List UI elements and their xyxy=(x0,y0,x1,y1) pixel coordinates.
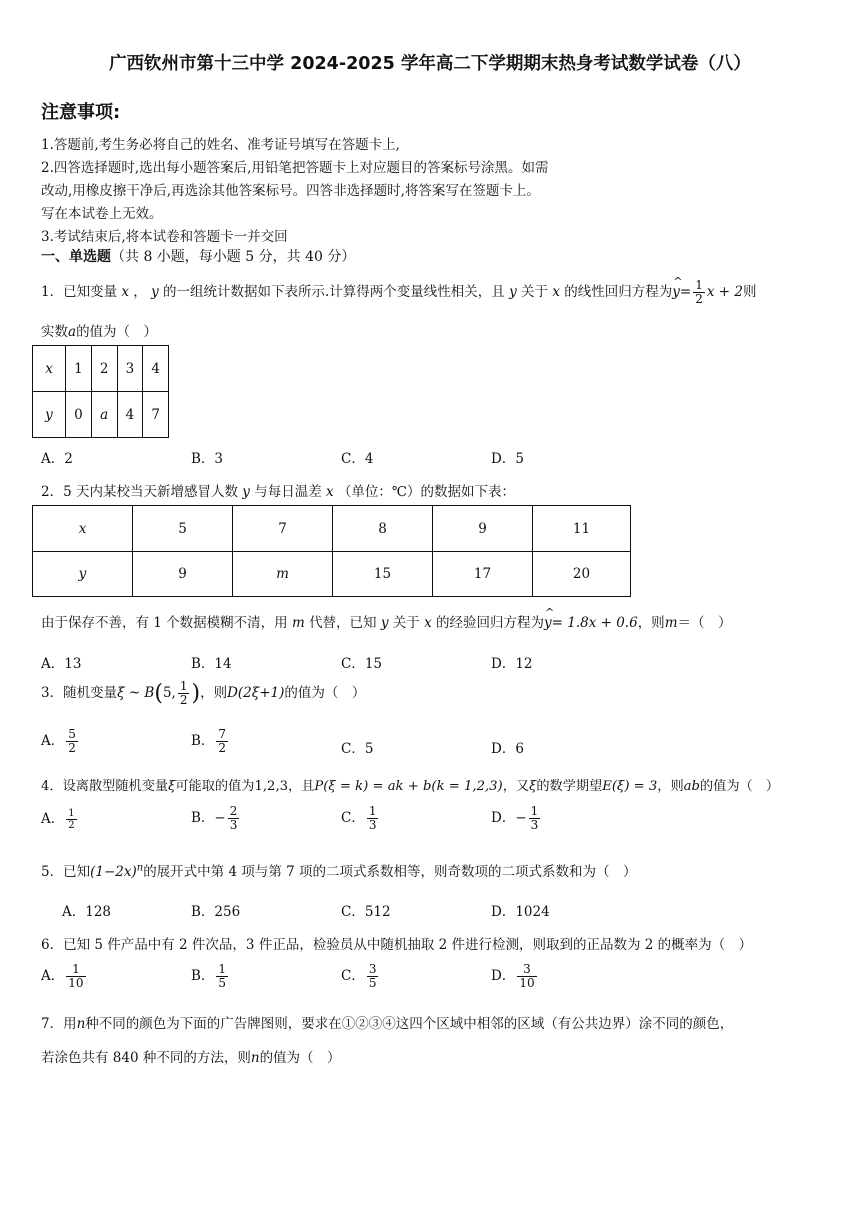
var-x: x xyxy=(321,484,338,500)
question-text: 已知变量 xyxy=(63,284,118,300)
question-text: 5 天内某校当天新增感冒人数 xyxy=(63,484,238,500)
fraction-denominator: 5 xyxy=(368,976,377,990)
option-c xyxy=(341,805,380,832)
var-y: y xyxy=(376,615,393,631)
question-number: 3． xyxy=(41,685,64,701)
question-text: 已知 5 件产品中有 2 件次品，3 件正品，检验员从中随机抽取 2 件进行检测，则取到的正品数为 2 的概率为（ ） xyxy=(63,937,753,953)
fraction-denominator: 2 xyxy=(218,741,227,755)
fraction-numerator: 1 xyxy=(68,808,75,819)
question-text: 用 xyxy=(63,1016,77,1032)
option-fraction xyxy=(517,963,536,990)
question-text: （单位：℃）的数据如下表： xyxy=(337,484,516,500)
section-label: 一、单选题 xyxy=(41,249,111,265)
option-b: B．256 xyxy=(191,904,241,920)
option-fraction xyxy=(216,963,228,990)
fraction-numerator: 2 xyxy=(229,804,238,818)
table-cell: 4 xyxy=(143,346,169,392)
fraction-numerator: 1 xyxy=(530,804,539,818)
question-number: 6． xyxy=(41,937,64,953)
section-desc: （共 8 小题，每小题 5 分，共 40 分） xyxy=(111,249,356,265)
table-cell: 2 xyxy=(91,346,117,392)
question-text: 的线性回归方程为 xyxy=(564,284,673,300)
exponent: n xyxy=(136,862,144,874)
var-m: m xyxy=(664,615,678,631)
question-text: 的值为（ ） xyxy=(284,685,366,701)
binomial-n: 5, xyxy=(162,685,176,701)
option-sign: − xyxy=(214,810,226,826)
option-c: C．15 xyxy=(341,656,383,672)
option-fraction xyxy=(367,963,379,990)
option-b xyxy=(191,728,230,755)
table-cell: 0 xyxy=(66,392,92,438)
option-d xyxy=(491,805,542,832)
table-cell: 9 xyxy=(133,552,233,597)
question-text: ，则 xyxy=(637,615,665,631)
table-cell: m xyxy=(233,552,333,597)
binomial-dist: ξ ~ B xyxy=(117,685,155,701)
table-cell: 9 xyxy=(433,506,533,552)
option-b: B．14 xyxy=(191,656,232,672)
var-xi: ξ xyxy=(168,779,176,794)
table-cell: 1 xyxy=(66,346,92,392)
option-b xyxy=(191,805,241,832)
table-cell: 8 xyxy=(333,506,433,552)
regression-equation: = 1.8x + 0.6 xyxy=(551,615,638,631)
table-row xyxy=(33,346,169,392)
eq-yhat: ^ y xyxy=(672,284,680,300)
var-n: n xyxy=(76,1016,86,1032)
notice-line-4: 写在本试卷上无效。 xyxy=(41,206,163,222)
question-text: 的一组统计数据如下表所示.计算得两个变量线性相关，且 xyxy=(163,284,505,300)
option-a xyxy=(41,728,80,755)
question-number: 2． xyxy=(41,484,64,500)
question-text: 若涂色共有 840 种不同的方法，则 xyxy=(41,1050,251,1066)
question-5 xyxy=(41,860,637,880)
option-label: B． xyxy=(191,968,215,984)
notice-line-2: 2.四答选择题时,选出每小题答案后,用铅笔把答题卡上对应题目的答案标号涂黑。如需 xyxy=(41,160,549,176)
option-fraction xyxy=(66,808,76,831)
option-b xyxy=(191,963,230,990)
option-c: C．5 xyxy=(341,741,374,757)
question-text: 实数 xyxy=(41,324,68,340)
paren-open: ( xyxy=(154,681,163,706)
fraction-numerator: 3 xyxy=(517,963,536,977)
option-fraction xyxy=(66,963,85,990)
table-row xyxy=(33,506,631,552)
question-7-line-2 xyxy=(41,1046,341,1066)
option-label: A． xyxy=(41,811,65,827)
notice-line-5: 3.考试结束后,将本试卷和答题卡一并交回 xyxy=(41,229,288,245)
question-text: 关于 xyxy=(392,615,420,631)
fraction-numerator: 5 xyxy=(68,727,76,741)
fraction-denominator: 5 xyxy=(218,976,227,990)
option-b: B．3 xyxy=(191,451,224,467)
var-xi: ξ xyxy=(529,779,537,794)
table-cell: 3 xyxy=(117,346,143,392)
question-text: 由于保存不善，有 1 个数据模糊不清，用 xyxy=(41,615,288,631)
option-label: C． xyxy=(341,968,365,984)
expectation-expr: E(ξ) = 3 xyxy=(602,779,658,794)
var-m: m xyxy=(287,615,310,631)
option-label: C． xyxy=(341,810,365,826)
var-x: x xyxy=(117,284,134,300)
table-cell: 11 xyxy=(533,506,631,552)
table-row xyxy=(33,392,169,438)
table-cell: 5 xyxy=(133,506,233,552)
question-3 xyxy=(41,680,365,707)
fraction-numerator: 1 xyxy=(695,278,703,292)
option-sign: − xyxy=(515,810,527,826)
question-1: 1．已知变量 x ， y 的一组统计数据如下表所示.计算得两个变量线性相关，且 y 关于 x 的线性回归方程为^ y= $\frac{1}{2}$ x + 2则 xyxy=(41,279,756,306)
question-text: 与每日温差 xyxy=(254,484,322,500)
option-d: D．12 xyxy=(491,656,533,672)
question-2-line-2 xyxy=(41,611,732,631)
fraction-denominator: 2 xyxy=(68,741,76,755)
fraction-denominator: 3 xyxy=(229,818,238,832)
fraction-denominator: 2 xyxy=(68,820,75,831)
option-a xyxy=(41,963,88,990)
page-title: 广西钦州市第十三中学 2024-2025 学年高二下学期期末热身考试数学试卷（八） xyxy=(109,54,751,74)
question-text: ，则 xyxy=(200,685,228,701)
fraction-denominator: 2 xyxy=(179,693,188,707)
question-number: 5． xyxy=(41,864,64,880)
question-text: 种不同的颜色为下面的广告牌图则，要求在①②③④这四个区域中相邻的区域（有公共边界）涂不同的颜色， xyxy=(85,1016,734,1032)
table-cell: 15 xyxy=(333,552,433,597)
q1-data-table xyxy=(32,345,169,438)
question-number: 1． xyxy=(41,284,64,300)
variance-expr: D(2ξ+1) xyxy=(227,685,285,701)
binomial-expr: (1−2x) xyxy=(90,864,137,880)
option-fraction xyxy=(529,805,541,832)
option-fraction xyxy=(216,728,228,755)
table-cell: 20 xyxy=(533,552,631,597)
option-fraction xyxy=(66,728,78,755)
var-ab: ab xyxy=(683,779,700,794)
question-text: 可能取的值为 xyxy=(175,779,255,794)
fraction-numerator: 1 xyxy=(179,679,188,693)
fraction-numerator: 3 xyxy=(368,962,377,976)
eq-rest: x + 2 xyxy=(706,284,743,300)
table-cell: x xyxy=(33,506,133,552)
fraction-denominator: 10 xyxy=(68,976,84,990)
question-7 xyxy=(41,1012,733,1032)
table-cell: 4 xyxy=(117,392,143,438)
var-a: a xyxy=(68,324,77,340)
question-6 xyxy=(41,933,752,953)
option-label: A． xyxy=(41,968,65,984)
question-text: ，又 xyxy=(502,779,530,794)
question-text: 代替，已知 xyxy=(309,615,377,631)
question-number: 7． xyxy=(41,1016,64,1032)
var-n: n xyxy=(250,1050,260,1066)
fraction-denominator: 3 xyxy=(530,818,539,832)
notice-line-1: 1.答题前,考生务必将自己的姓名、准考证号填写在答题卡上, xyxy=(41,137,400,153)
question-text: 则 xyxy=(742,284,757,300)
question-text: 的值为（ ） xyxy=(76,324,158,340)
section-heading xyxy=(41,246,355,266)
option-label: B． xyxy=(191,810,215,826)
q2-data-table xyxy=(32,505,631,597)
question-text: 的展开式中第 4 项与第 7 项的二项式系数相等，则奇数项的二项式系数和为（ ） xyxy=(143,864,637,880)
option-a: A．2 xyxy=(41,451,73,467)
table-cell: y xyxy=(33,552,133,597)
option-label: D． xyxy=(491,810,516,826)
option-label: B． xyxy=(191,733,215,749)
probability-expr: P(ξ = k) = ak + b(k = 1,2,3) xyxy=(314,779,503,794)
question-text: 的数学期望 xyxy=(536,779,603,794)
option-c: C．512 xyxy=(341,904,391,920)
question-text: 已知 xyxy=(63,864,91,880)
question-text: 的值为（ ） xyxy=(699,779,780,794)
values: 1,2,3 xyxy=(254,779,289,794)
question-text: 设离散型随机变量 xyxy=(62,779,169,794)
option-fraction xyxy=(228,805,240,832)
option-d: D．6 xyxy=(491,741,524,757)
fraction-numerator: 7 xyxy=(218,727,227,741)
question-text: 关于 xyxy=(521,284,549,300)
question-text: 的经验回归方程为 xyxy=(435,615,544,631)
table-row xyxy=(33,552,631,597)
option-a xyxy=(41,807,79,831)
table-cell: 7 xyxy=(143,392,169,438)
notice-line-3: 改动,用橡皮擦干净后,再选涂其他答案标号。四答非选择题时,将答案写在签题卡上。 xyxy=(41,183,540,199)
option-d: D．1024 xyxy=(491,904,550,920)
paren-close: ) xyxy=(191,681,201,706)
question-text: ＝（ ） xyxy=(677,615,732,631)
question-text: 的值为（ ） xyxy=(259,1050,341,1066)
question-text: 随机变量 xyxy=(63,685,118,701)
option-c: C．4 xyxy=(341,451,374,467)
table-cell: 17 xyxy=(433,552,533,597)
var-y: y xyxy=(504,284,522,300)
fraction-numerator: 1 xyxy=(368,804,377,818)
var-x: x xyxy=(548,284,565,300)
option-c xyxy=(341,963,380,990)
question-text: ，则 xyxy=(657,779,684,794)
var-x: x xyxy=(419,615,436,631)
notice-heading: 注意事项: xyxy=(41,102,121,123)
fraction-numerator: 1 xyxy=(66,963,85,977)
table-cell: x xyxy=(33,346,66,392)
fraction-numerator: 1 xyxy=(218,962,227,976)
option-d: D．5 xyxy=(491,451,524,467)
option-fraction xyxy=(367,805,379,832)
option-a: A．13 xyxy=(41,656,82,672)
question-4 xyxy=(41,775,779,794)
option-label: A． xyxy=(41,733,65,749)
eq-yhat: ^ y xyxy=(544,615,552,631)
eq-sign: = xyxy=(679,284,692,300)
option-a: A．128 xyxy=(62,904,112,920)
var-y: y xyxy=(146,284,164,300)
question-number: 4． xyxy=(41,779,63,794)
question-2 xyxy=(41,480,515,500)
table-cell: 7 xyxy=(233,506,333,552)
question-1-line-2 xyxy=(41,320,157,340)
option-d xyxy=(491,963,539,990)
fraction-denominator: 10 xyxy=(519,976,535,990)
fraction-denominator: 2 xyxy=(695,292,703,306)
question-text: ，且 xyxy=(288,779,315,794)
table-cell: a xyxy=(91,392,117,438)
option-label: D． xyxy=(491,968,516,984)
binomial-p xyxy=(178,680,190,707)
table-cell: y xyxy=(33,392,66,438)
eq-fraction xyxy=(693,279,705,306)
var-y: y xyxy=(237,484,255,500)
fraction-denominator: 3 xyxy=(368,818,377,832)
